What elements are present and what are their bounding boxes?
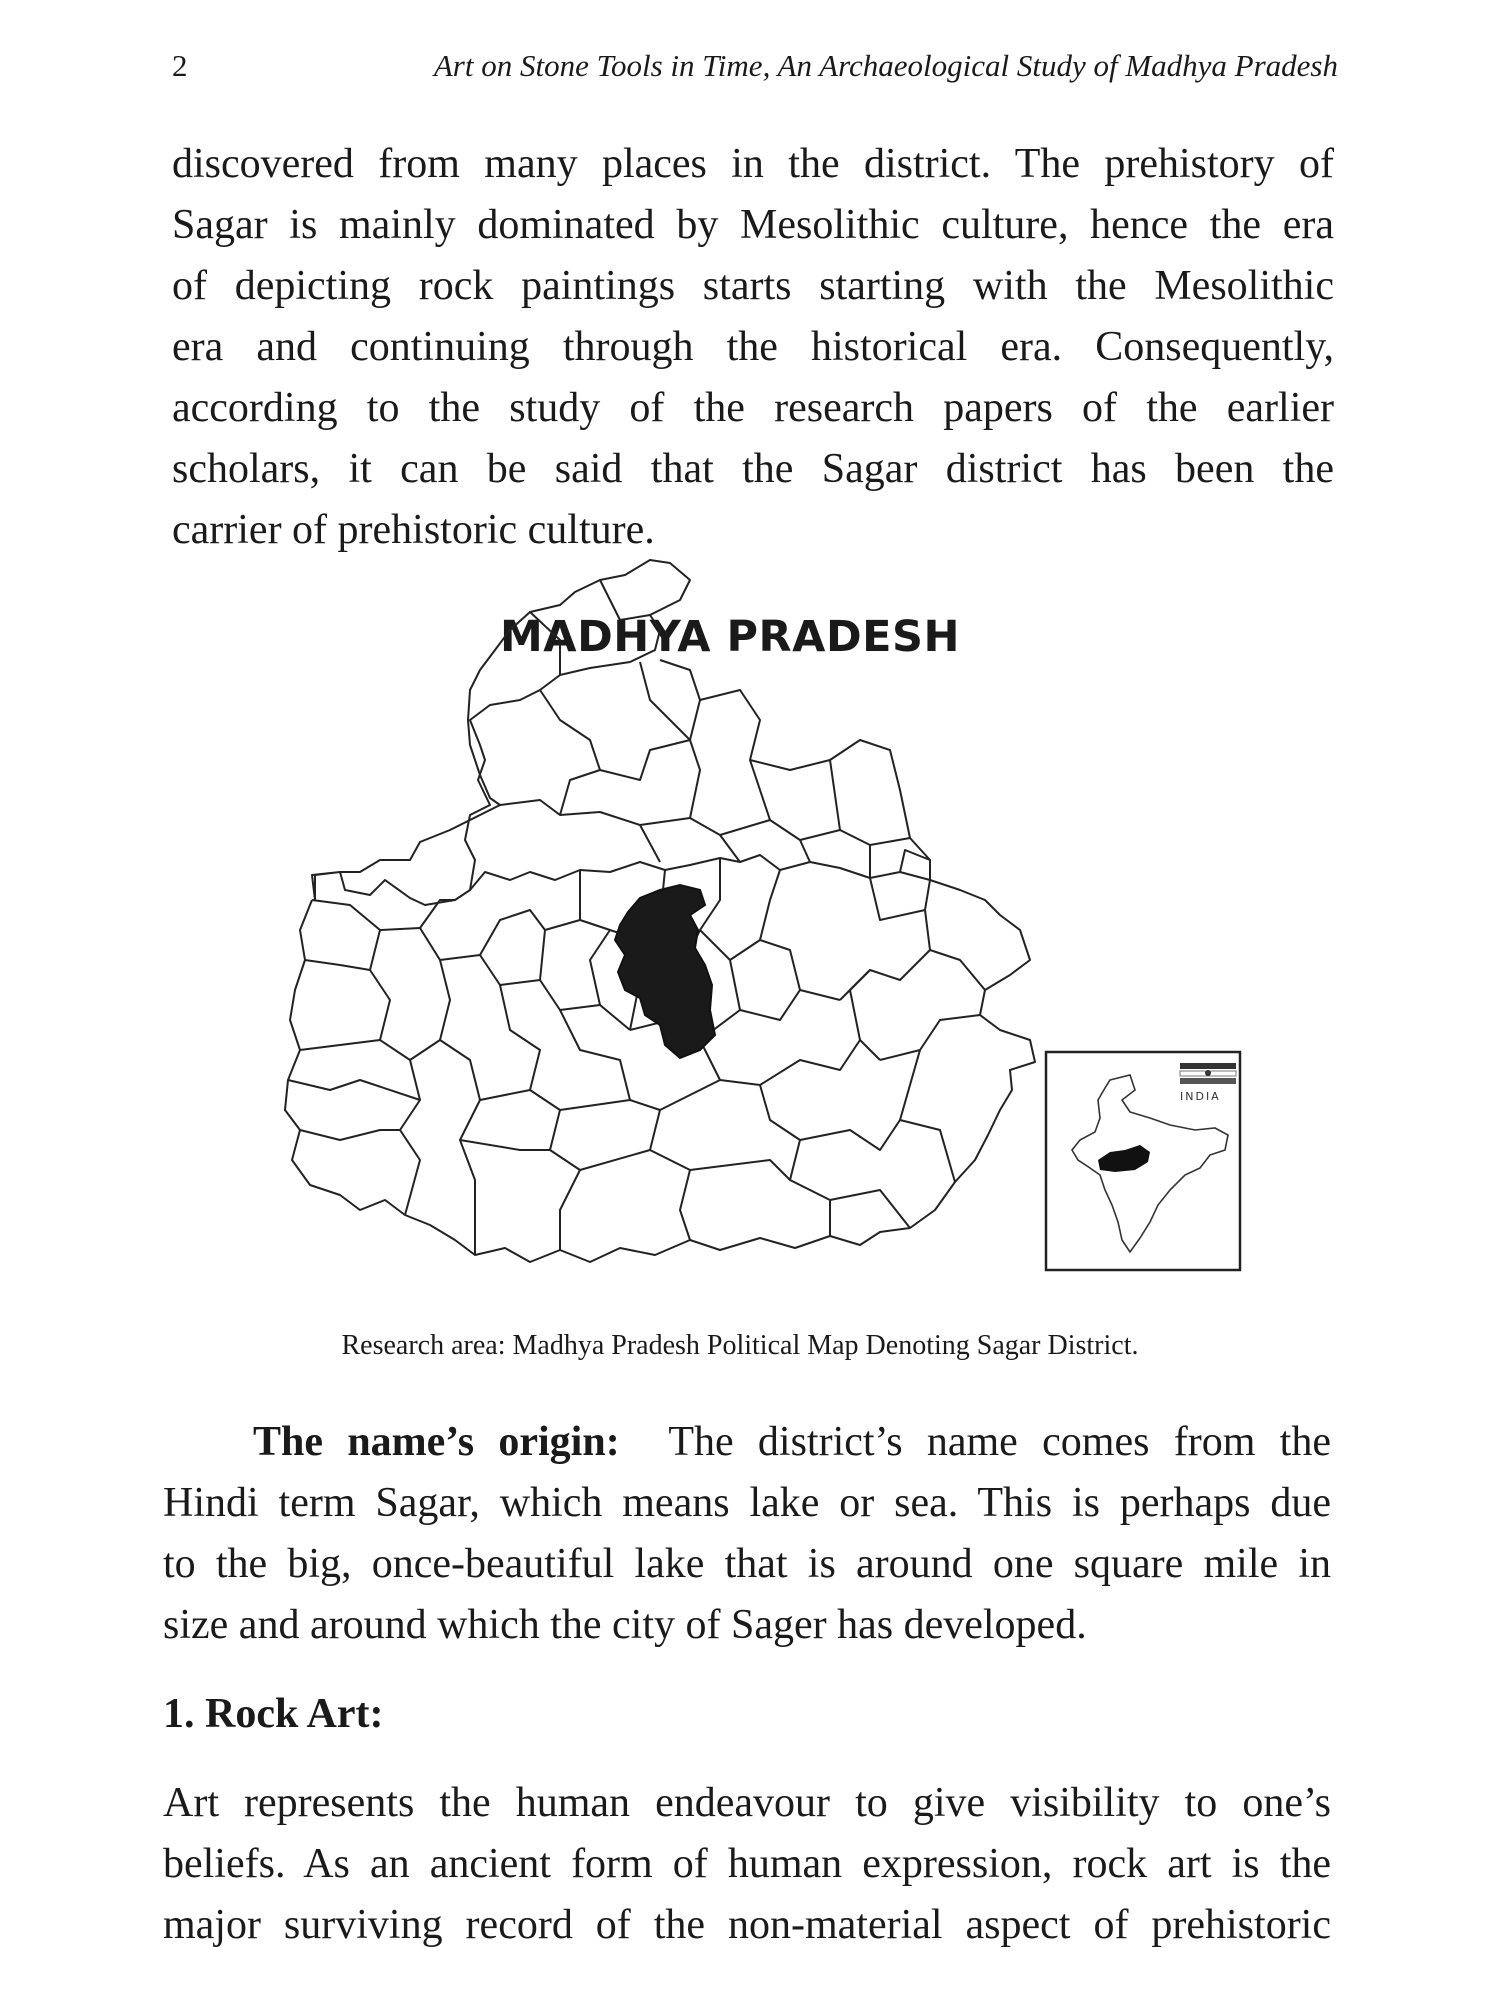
paragraph-line: major surviving record of the non-material aspect of prehistoric [163,1902,1331,1948]
paragraph-line: Art represents the human endeavour to give visibility to one’s [163,1780,1331,1826]
paragraph-line: scholars, it can be said that the Sagar district has been the [172,446,1334,492]
flag-band [1180,1078,1236,1084]
paragraph-line: to the big, once-beautiful lake that is around one square mile in [163,1541,1331,1587]
section-heading: 1. Rock Art: [163,1691,384,1737]
paragraph-line: according to the study of the research papers of the earlier [172,385,1334,431]
paragraph-line: era and continuing through the historical era. Consequently, [172,324,1334,370]
paragraph-line: carrier of prehistoric culture. [172,507,655,553]
paragraph-line [163,1412,1331,1473]
run-in-heading: The name’s origin: [253,1419,620,1465]
running-title: Art on Stone Tools in Time, An Archaeological Study of Madhya Pradesh [433,48,1338,83]
inset-label: INDIA [1180,1090,1221,1103]
paragraph-line: size and around which the city of Sager has developed. [163,1602,1087,1648]
paragraph-line: beliefs. As an ancient form of human expression, rock art is the [163,1841,1331,1887]
flag-wheel [1205,1070,1211,1076]
state-outline [312,560,690,905]
figure-caption: Research area: Madhya Pradesh Political Map Denoting Sagar District. [341,1330,1139,1361]
name-origin-paragraph [163,1412,1331,1656]
flag-band [1180,1063,1236,1069]
paragraph-line: Hindi term Sagar, which means lake or sea. This is perhaps due [163,1480,1331,1526]
rock-art-paragraph [163,1773,1331,1956]
paragraph-line: discovered from many places in the district. The prehistory of [172,141,1334,187]
inset-sagar-highlight [1098,1145,1150,1172]
paragraph-line: Sagar is mainly dominated by Mesolithic culture, hence the era [172,202,1334,248]
page-number: 2 [172,48,188,83]
map-title: MADHYA PRADESH [500,612,960,662]
paragraph-text: The district’s name comes from the [668,1419,1331,1465]
paragraph-line: of depicting rock paintings starts starting with the Mesolithic [172,263,1334,309]
sagar-district-highlight [615,885,715,1058]
